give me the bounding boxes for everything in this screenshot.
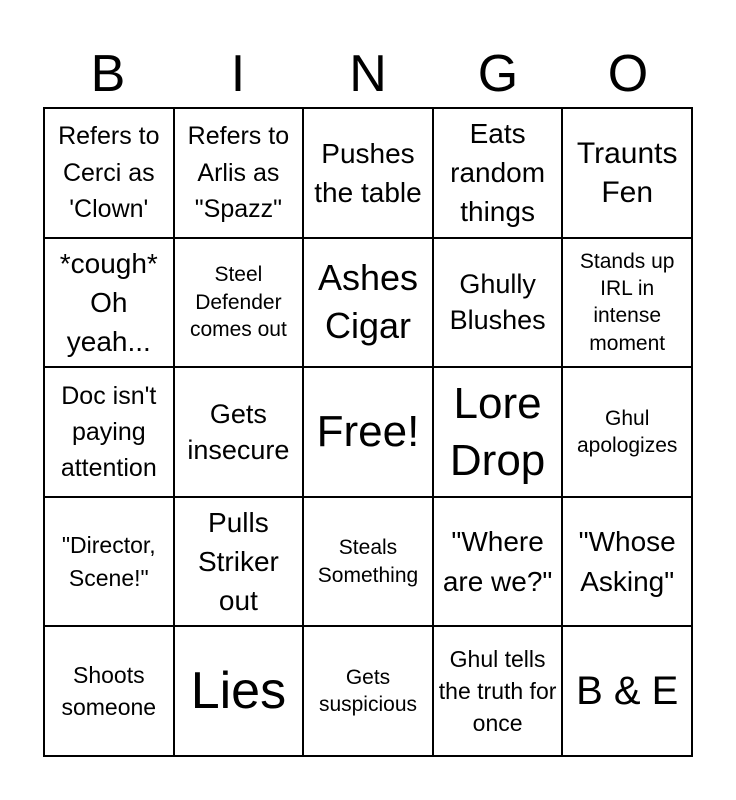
cell-text: Shoots someone bbox=[61, 662, 157, 721]
bingo-cell[interactable] bbox=[174, 367, 304, 497]
bingo-cell[interactable] bbox=[174, 626, 304, 756]
cell-text: Pulls Striker out bbox=[197, 506, 279, 617]
cell-text: "Whose Asking" bbox=[578, 526, 676, 597]
header-letter-i: I bbox=[230, 45, 246, 103]
cell-text: *cough* Oh yeah... bbox=[59, 247, 158, 357]
bingo-cell free-space[interactable] bbox=[303, 367, 433, 497]
bingo-cell[interactable] bbox=[562, 108, 692, 238]
cell-text: Traunts Fen bbox=[576, 136, 678, 209]
bingo-cell[interactable] bbox=[174, 238, 304, 368]
bingo-cell[interactable] bbox=[433, 238, 563, 368]
cell-text: Gets suspicious bbox=[318, 665, 418, 717]
bingo-header bbox=[43, 40, 693, 108]
bingo-cell[interactable] bbox=[44, 626, 174, 756]
free-space-label: Free! bbox=[316, 407, 420, 457]
cell-text: Refers to Cerci as 'Clown' bbox=[58, 122, 160, 223]
bingo-cell[interactable] bbox=[44, 367, 174, 497]
cell-text: Gets insecure bbox=[187, 398, 290, 465]
bingo-cell[interactable] bbox=[44, 497, 174, 627]
bingo-cell[interactable] bbox=[303, 108, 433, 238]
cell-text: Refers to Arlis as "Spazz" bbox=[187, 122, 290, 223]
cell-text: Doc isn't paying attention bbox=[60, 381, 157, 483]
bingo-cell[interactable] bbox=[44, 108, 174, 238]
cell-text: Ashes Cigar bbox=[317, 256, 419, 347]
bingo-cell[interactable] bbox=[562, 497, 692, 627]
cell-text: Stands up IRL in intense moment bbox=[579, 249, 675, 355]
cell-text: Lore Drop bbox=[449, 378, 546, 485]
bingo-cell[interactable] bbox=[174, 497, 304, 627]
cell-text: Lies bbox=[190, 662, 287, 720]
cell-text: Steel Defender comes out bbox=[189, 263, 287, 342]
cell-text: "Director, Scene!" bbox=[61, 532, 156, 591]
cell-text: Steals Something bbox=[317, 536, 419, 587]
bingo-cell[interactable] bbox=[562, 367, 692, 497]
header-letter-n: N bbox=[349, 45, 387, 103]
cell-text: Ghully Blushes bbox=[449, 268, 546, 336]
cell-text: Eats random things bbox=[450, 118, 546, 228]
bingo-cell[interactable] bbox=[433, 626, 563, 756]
header-letter-b: B bbox=[90, 45, 126, 103]
cell-text: "Where are we?" bbox=[442, 526, 553, 597]
bingo-board bbox=[43, 107, 693, 757]
bingo-cell[interactable] bbox=[433, 367, 563, 497]
header-letter-o: O bbox=[607, 45, 649, 103]
bingo-cell[interactable] bbox=[303, 497, 433, 627]
bingo-cell[interactable] bbox=[433, 108, 563, 238]
cell-text: Pushes the table bbox=[314, 137, 422, 208]
bingo-cell[interactable] bbox=[433, 497, 563, 627]
bingo-cell[interactable] bbox=[303, 238, 433, 368]
cell-text: B & E bbox=[576, 669, 679, 714]
bingo-cell[interactable] bbox=[562, 238, 692, 368]
bingo-cell[interactable] bbox=[303, 626, 433, 756]
cell-text: Ghul tells the truth for once bbox=[438, 645, 557, 737]
bingo-cell[interactable] bbox=[562, 626, 692, 756]
bingo-cell[interactable] bbox=[174, 108, 304, 238]
cell-text: Ghul apologizes bbox=[576, 406, 678, 457]
bingo-cell[interactable] bbox=[44, 238, 174, 368]
header-letter-g: G bbox=[477, 45, 519, 103]
